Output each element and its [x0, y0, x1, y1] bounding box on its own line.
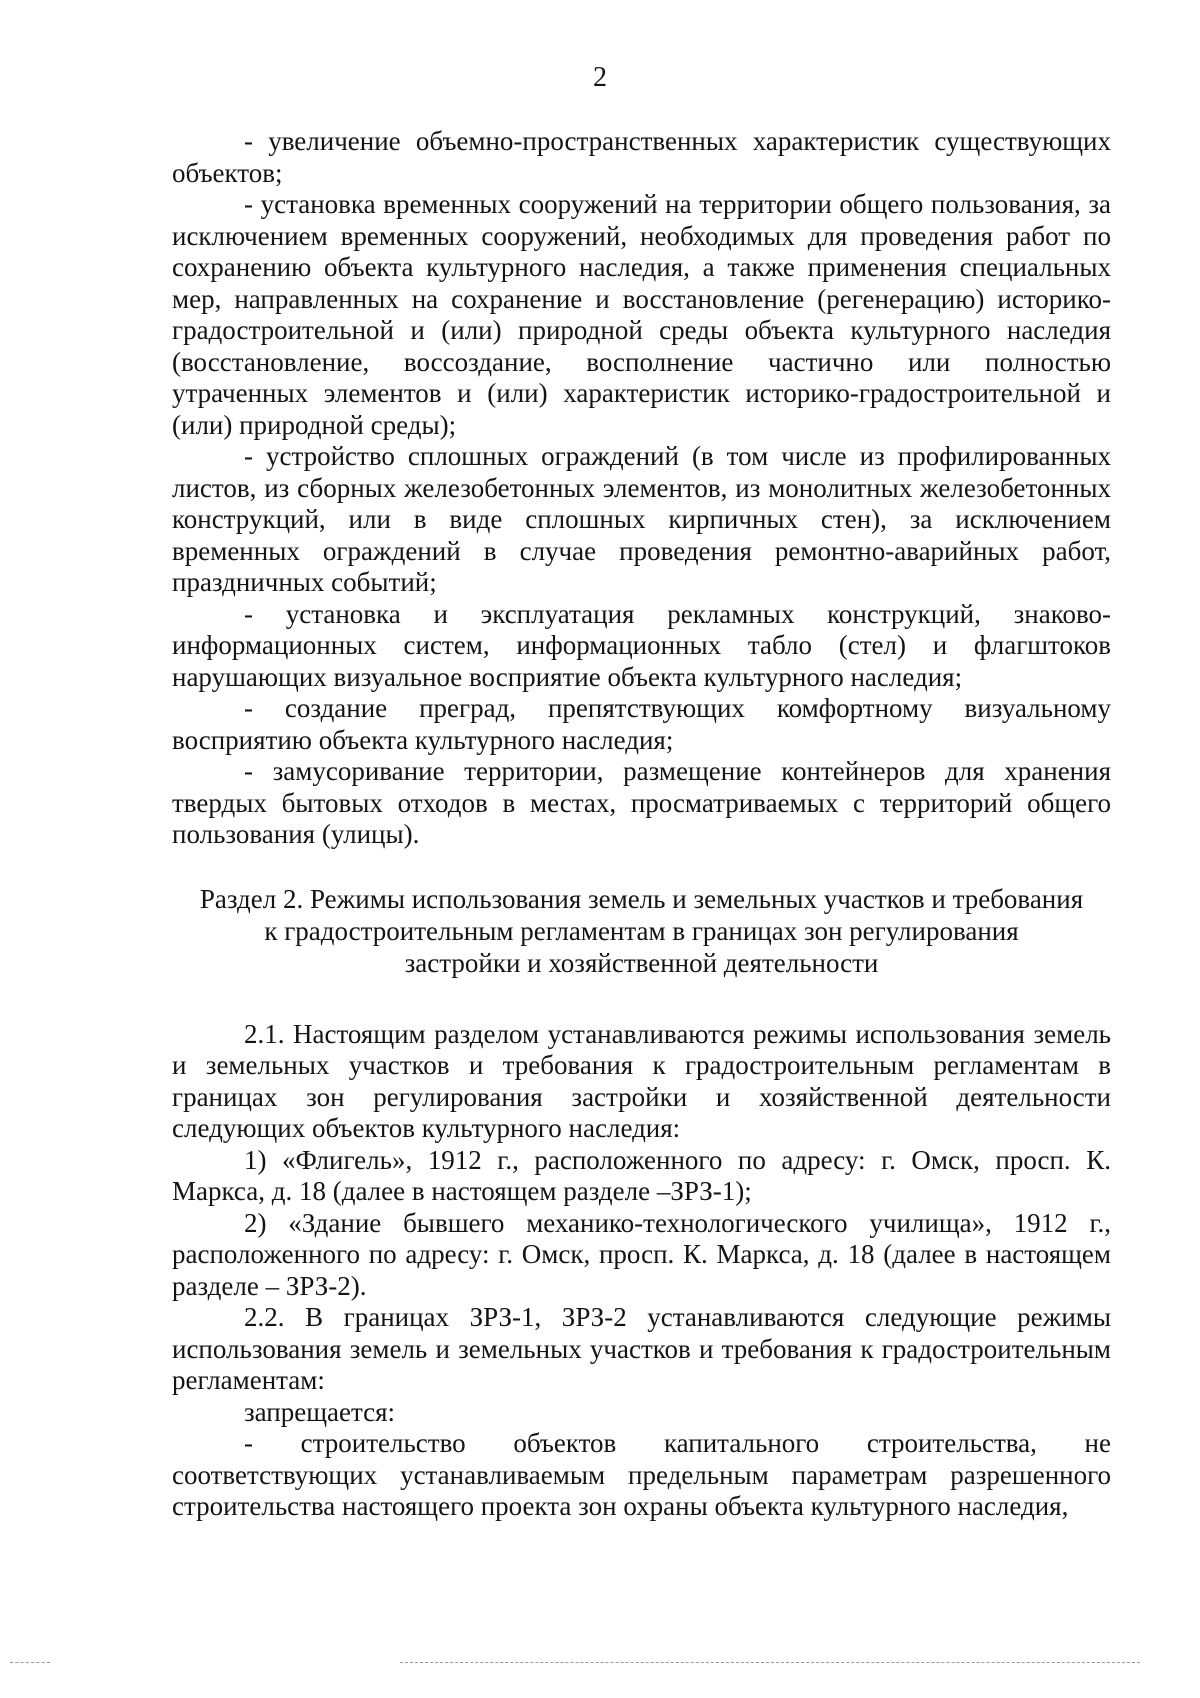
list-item: - устройство сплошных ограждений (в том числе из профилированных листов, из сборных железобетонных элементов, из монолитных железобетонных конструкций, или в виде сплошных кирпичных стен), за исключением временных ограждений в случае проведения ремонтно-аварийных работ, праздничных событий; — [172, 441, 1111, 597]
scan-edge-mark — [10, 1662, 50, 1664]
list-item: - создание преград, препятствующих комфортному визуальному восприятию объекта культурного наследия; — [172, 693, 1111, 755]
section-heading-line: Раздел 2. Режимы использования земель и земельных участков и требования — [199, 883, 1084, 914]
list-item: - увеличение объемно-пространственных характеристик существующих объектов; — [172, 126, 1111, 188]
section-heading-line: к градостроительным регламентам в границах зон регулирования — [264, 915, 1019, 946]
prohibited-label: запрещается: — [244, 1396, 396, 1427]
list-item: - строительство объектов капитального строительства, не соответствующих устанавливаемым предельным параметрам разрешенного строительства настоящего проекта зон охраны объекта культурного наследия, — [172, 1428, 1111, 1521]
paragraph-2-1: 2.1. Настоящим разделом устанавливаются режимы использования земель и земельных участков и требования к градостроительным регламентам в границах зон регулирования застройки и хозяйственной деятельности следующих объектов культурного наследия: — [172, 1018, 1111, 1143]
list-item: - установка временных сооружений на территории общего пользования, за исключением временных сооружений, необходимых для проведения работ по сохранению объекта культурного наследия, а также применения специальных мер, направленных на сохранение и восстановление (регенерацию) историко-градостроительной и (или) природной среды объекта культурного наследия (восстановление, воссоздание, восполнение частично или полностью утраченных элементов и (или) характеристик историко-градостроительной и (или) природной среды); — [172, 189, 1111, 440]
document-body — [172, 126, 1111, 1523]
paragraph-2-2: 2.2. В границах ЗРЗ-1, ЗРЗ-2 устанавливаются следующие режимы использования земель и земельных участков и требования к градостроительным регламентам: — [172, 1302, 1111, 1395]
section-heading — [172, 883, 1111, 979]
list-item: - замусоривание территории, размещение контейнеров для хранения твердых бытовых отходов в местах, просматриваемых с территорий общего пользования (улицы). — [172, 756, 1111, 849]
object-item-2: 2) «Здание бывшего механико-технологического училища», 1912 г., расположенного по адресу: г. Омск, просп. К. Маркса, д. 18 (далее в настоящем разделе – ЗРЗ-2). — [172, 1207, 1111, 1301]
list-item: - установка и эксплуатация рекламных конструкций, знаково-информационных систем, информационных табло (стел) и флагштоков нарушающих визуальное восприятие объекта культурного наследия; — [172, 598, 1111, 692]
page-number: 2 — [593, 62, 607, 93]
scan-edge-mark — [400, 1662, 1140, 1664]
section-heading-line: застройки и хозяйственной деятельности — [404, 947, 879, 978]
object-item-1: 1) «Флигель», 1912 г., расположенного по адресу: г. Омск, просп. К. Маркса, д. 18 (далее в настоящем разделе –ЗРЗ-1); — [172, 1144, 1111, 1206]
